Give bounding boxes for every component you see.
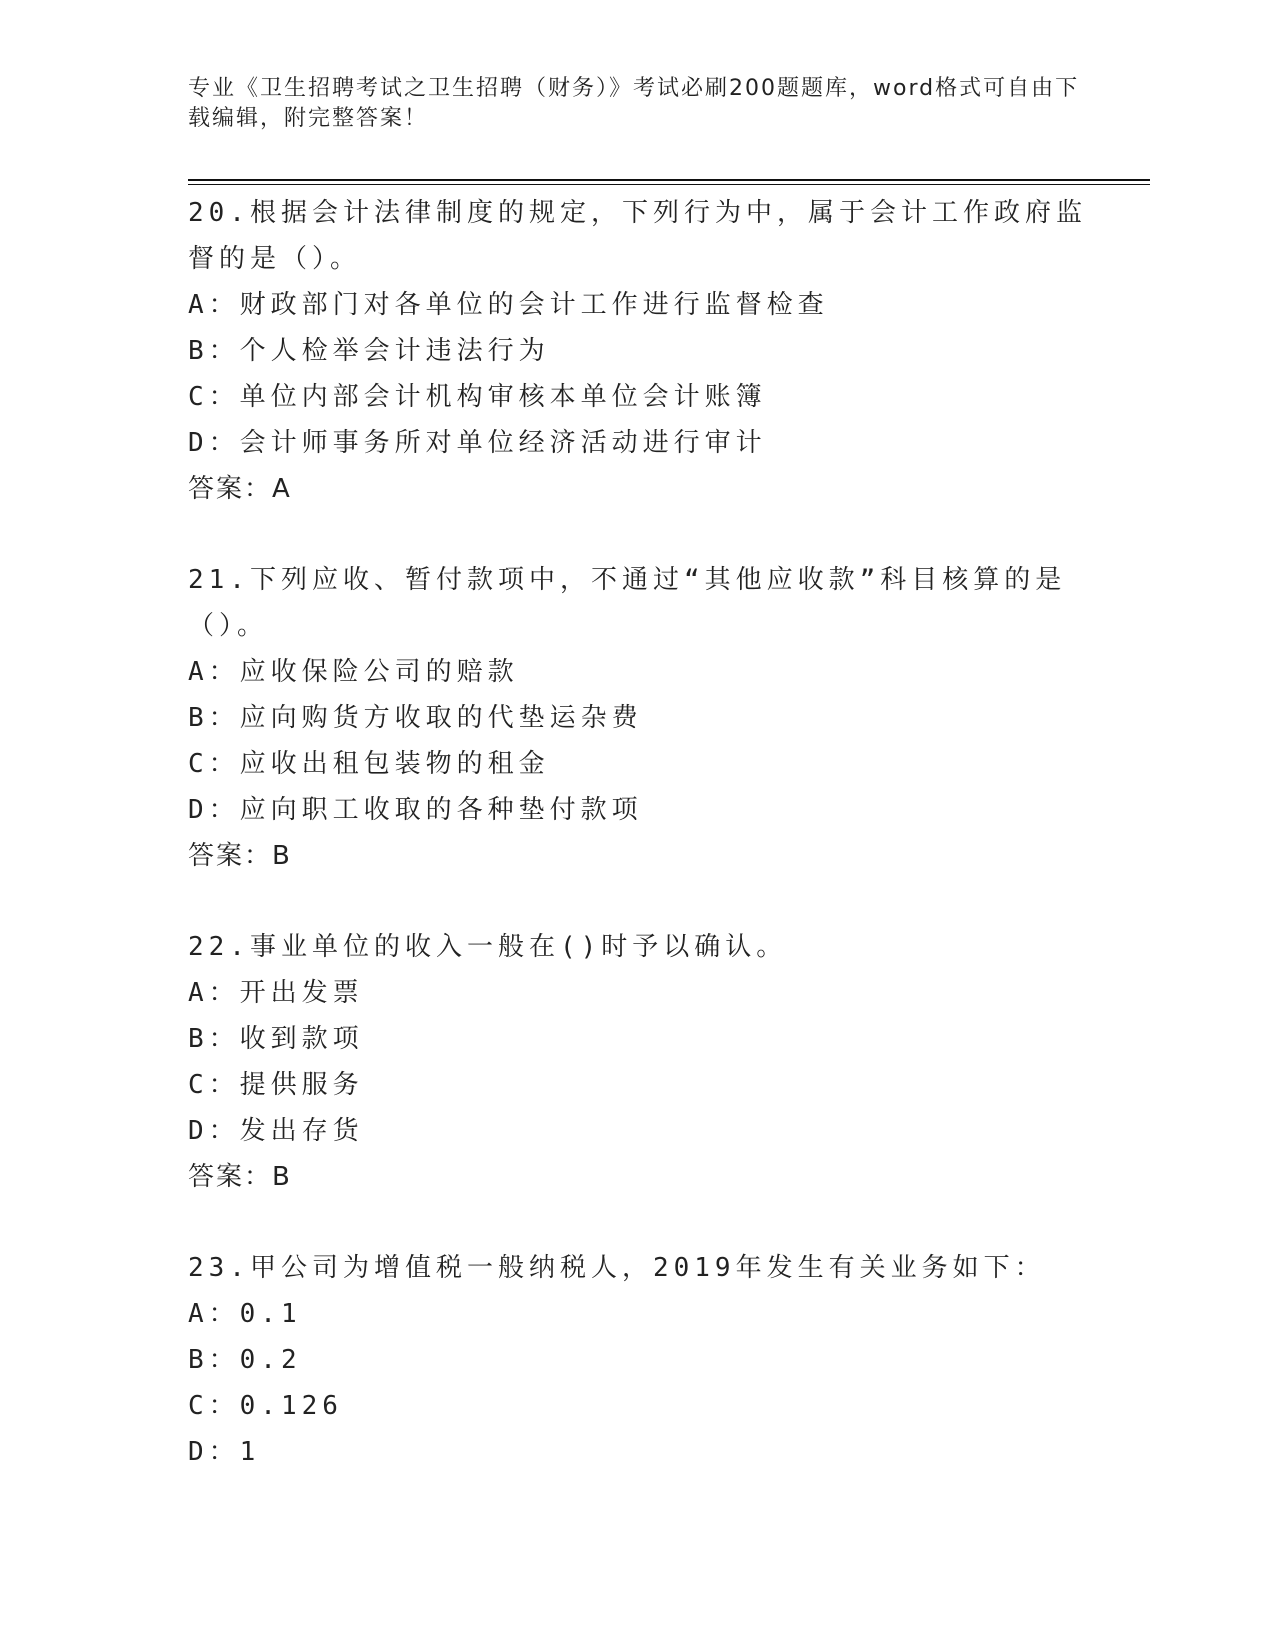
- option-c: C：单位内部会计机构审核本单位会计账簿: [188, 382, 767, 412]
- question-item: [188, 924, 1088, 1200]
- option-c: C：应收出租包装物的租金: [188, 749, 550, 779]
- question-stem: 22.事业单位的收入一般在()时予以确认。: [188, 932, 788, 962]
- question-item: [188, 1245, 1088, 1475]
- question-stem: 20.根据会计法律制度的规定，下列行为中，属于会计工作政府监督的是（）。: [188, 198, 1087, 274]
- option-b: B：0.2: [188, 1345, 302, 1375]
- option-a: A：应收保险公司的赔款: [188, 657, 519, 687]
- option-d: D：应向职工收取的各种垫付款项: [188, 795, 643, 825]
- option-d: D：1: [188, 1437, 261, 1467]
- option-c: C：提供服务: [188, 1070, 364, 1100]
- question-stem: 21.下列应收、暂付款项中，不通过“其他应收款”科目核算的是（）。: [188, 565, 1067, 641]
- option-c: C：0.126: [188, 1391, 343, 1421]
- option-b: B：应向购货方收取的代垫运杂费: [188, 703, 643, 733]
- question-stem: 23.甲公司为增值税一般纳税人，2019年发生有关业务如下：: [188, 1253, 1046, 1283]
- header-divider-thick: [188, 179, 1150, 181]
- header-divider-thin: [188, 184, 1150, 185]
- answer-line: 答案：A: [188, 474, 292, 504]
- option-d: D：发出存货: [188, 1116, 364, 1146]
- option-a: A：0.1: [188, 1299, 302, 1329]
- answer-line: 答案：B: [188, 1162, 292, 1192]
- option-a: A：开出发票: [188, 978, 364, 1008]
- document-header-intro: 专业《卫生招聘考试之卫生招聘（财务）》考试必刷200题题库，word格式可自由下载编辑，附完整答案！: [188, 76, 1080, 131]
- option-a: A：财政部门对各单位的会计工作进行监督检查: [188, 290, 829, 320]
- answer-line: 答案：B: [188, 841, 292, 871]
- question-item: [188, 557, 1088, 879]
- option-b: B：收到款项: [188, 1024, 364, 1054]
- option-d: D：会计师事务所对单位经济活动进行审计: [188, 428, 767, 458]
- option-b: B：个人检举会计违法行为: [188, 336, 550, 366]
- question-item: [188, 190, 1088, 512]
- question-list: [188, 190, 1088, 1520]
